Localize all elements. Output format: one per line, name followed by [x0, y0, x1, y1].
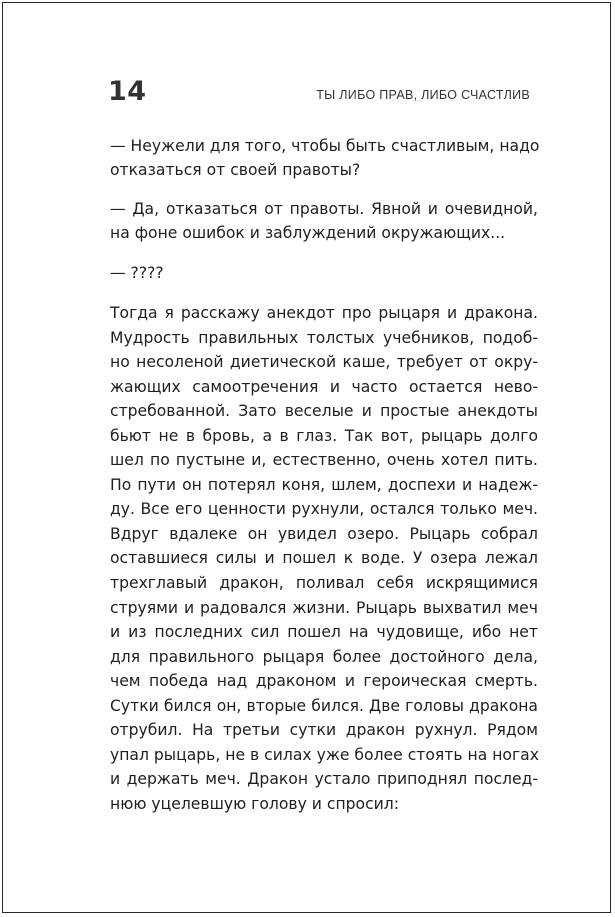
text-line: трехглавый дракон, поливал себя искрящимися [110, 574, 538, 593]
text-line: Сутки бился он, вторые бился. Две головы дракона [110, 696, 538, 715]
text-line: бьют не в бровь, а в глаз. Так вот, рыцарь долго [110, 426, 538, 445]
paragraph-dialogue-answer [110, 197, 538, 245]
text-line: и держать меч. Дракон устало приподнял послед- [110, 770, 538, 789]
text-line: — ???? [110, 264, 164, 282]
text-line: нюю уцелевшую голову и спросил: [110, 794, 400, 813]
text-line: упал рыцарь, не в силах уже более стоять на ногах [110, 745, 539, 764]
text-line: струями и радовался жизни. Рыцарь выхватил меч [110, 598, 538, 617]
text-line: — Да, отказаться от правоты. Явной и очевидной, [110, 200, 538, 218]
text-line: но несоленой диетической каше, требует от окру- [110, 353, 538, 372]
text-line: Мудрость правильных толстых учебников, подоб- [110, 328, 538, 347]
running-title: ТЫ ЛИБО ПРАВ, ЛИБО СЧАСТЛИВ [316, 88, 530, 102]
text-line: и из последних сил пошел на чудовище, ибо нет [110, 623, 538, 642]
text-line: для правильного рыцаря более достойного дела, [110, 647, 538, 666]
page-number: 14 [108, 76, 147, 107]
book-page [2, 2, 611, 913]
text-line: Вдруг вдалеке он увидел озеро. Рыцарь собрал [110, 524, 538, 543]
text-line: отрубил. На третьи сутки дракон рухнул. Рядом [110, 721, 538, 740]
text-line: шел по пустыне и, естественно, очень хотел пить. [110, 451, 538, 470]
text-line: По пути он потерял коня, шлем, доспехи и надеж- [110, 475, 538, 494]
text-line: на фоне ошибок и заблуждений окружающих... [110, 224, 506, 242]
paragraph-anecdote [110, 301, 538, 816]
page-header [108, 77, 530, 111]
text-line: Тогда я расскажу анекдот про рыцаря и дракона. [110, 304, 538, 322]
text-line: жающих самоотречения и часто остается нево- [110, 377, 538, 396]
text-line: чем победа над драконом и героическая смерть. [110, 672, 538, 691]
text-line: — Неужели для того, чтобы быть счастливым, надо [110, 137, 540, 155]
text-line: ду. Все его ценности рухнули, остался только меч. [110, 500, 538, 519]
text-line: отказаться от своей правоты? [110, 161, 361, 179]
text-line: оставшиеся силы и пошел к воде. У озера лежал [110, 549, 538, 568]
text-line: стребованной. Зато веселые и простые анекдоты [110, 402, 538, 421]
paragraph-dialogue-question [110, 134, 538, 182]
paragraph-dialogue-confusion [110, 261, 538, 285]
